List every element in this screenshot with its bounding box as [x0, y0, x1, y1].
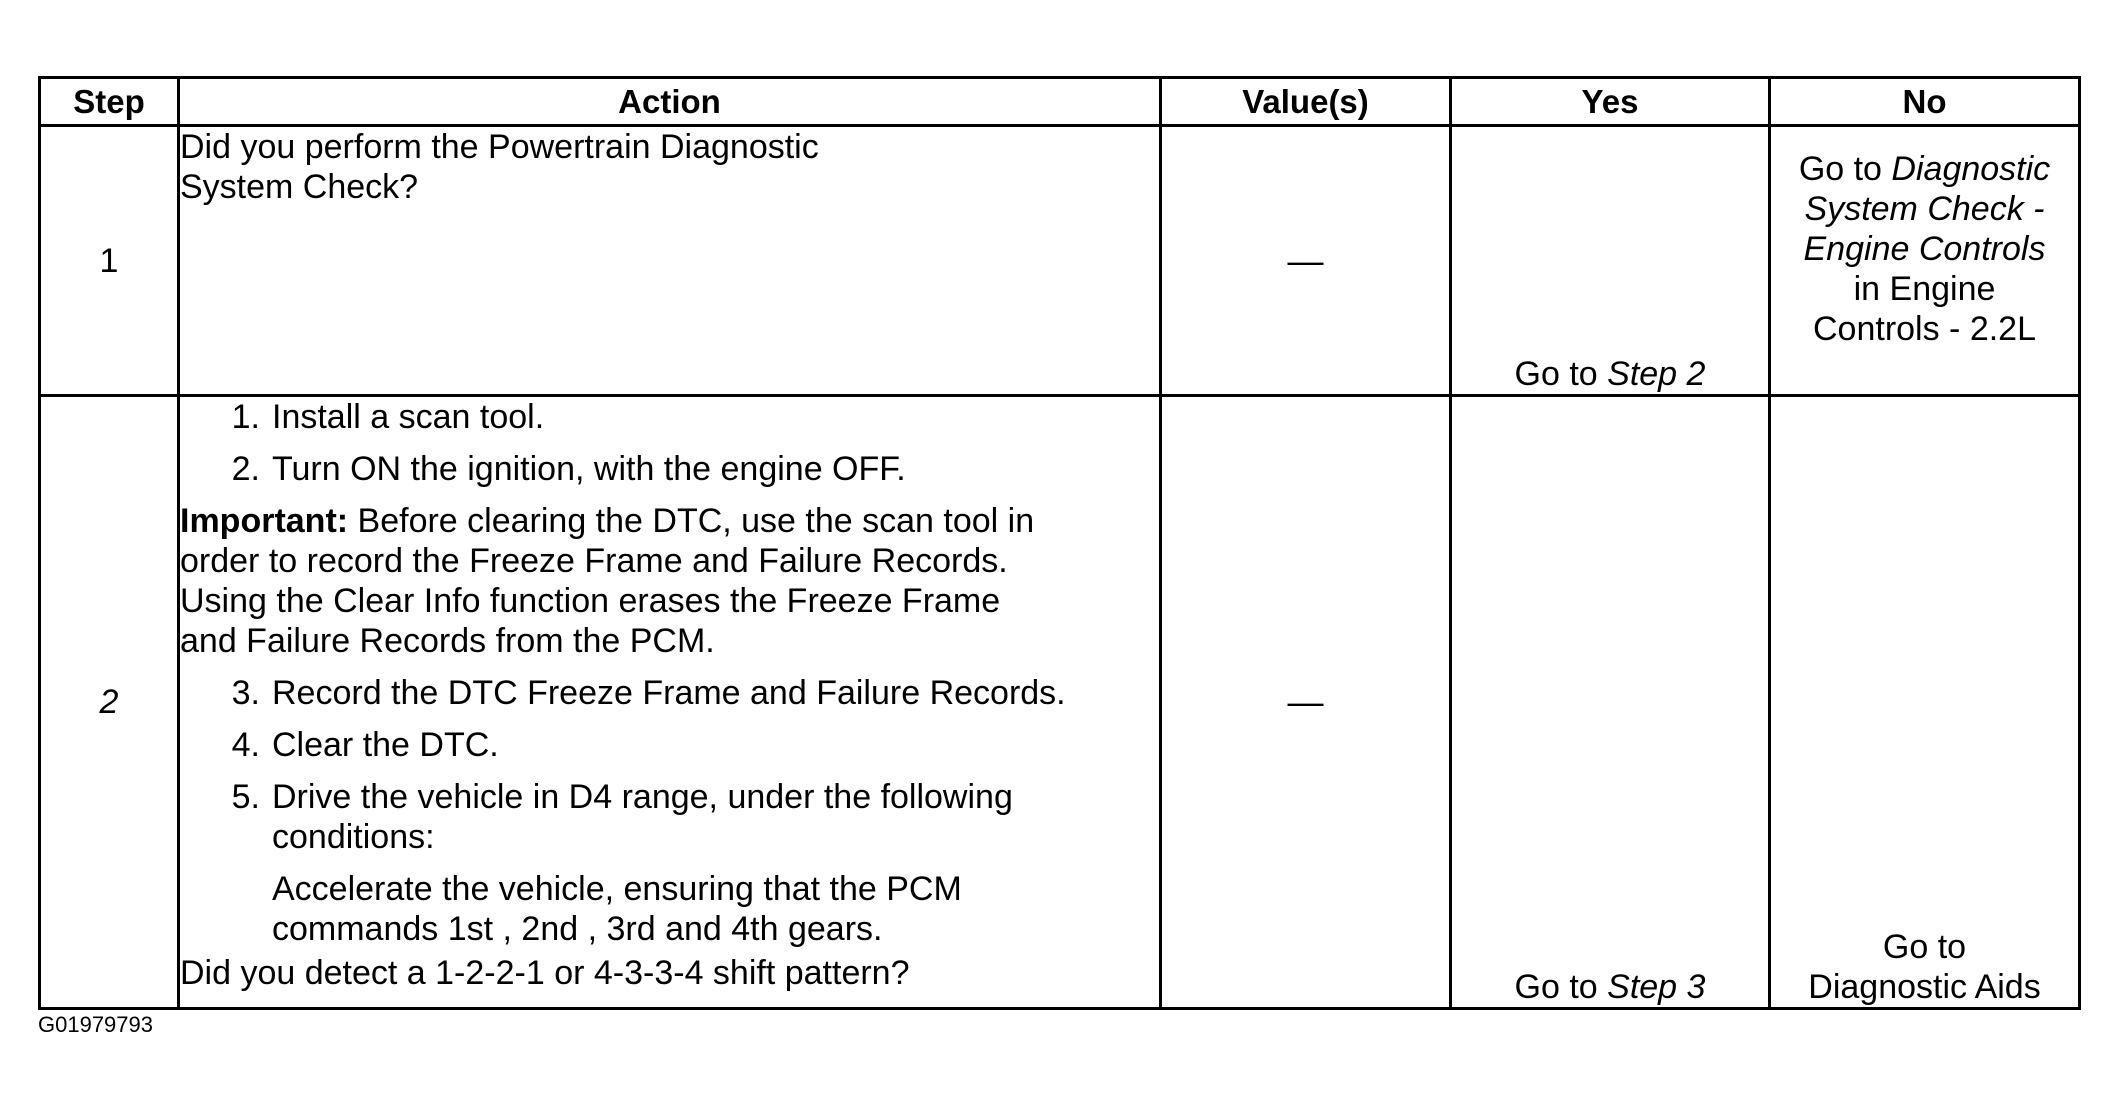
note-line: commands 1st , 2nd , 3rd and 4th gears.	[272, 910, 883, 948]
no-link-line[interactable]: System Check -	[1804, 190, 2045, 228]
step-number: 2	[40, 396, 179, 1009]
action-question: Did you detect a 1-2-2-1 or 4-3-3-4 shift pattern?	[180, 954, 910, 992]
step-item-line: conditions:	[272, 818, 435, 856]
header-step: Step	[40, 78, 179, 126]
note-line: Accelerate the vehicle, ensuring that the PCM	[272, 870, 962, 908]
step-item-text: Turn ON the ignition, with the engine OFF.	[272, 450, 906, 488]
important-text: and Failure Records from the PCM.	[180, 622, 715, 660]
yes-step-link[interactable]: Step 3	[1607, 968, 1706, 1006]
no-diagnostic-aids-link[interactable]: Diagnostic Aids	[1808, 968, 2041, 1006]
table-row	[40, 396, 2080, 1009]
header-row	[40, 78, 2080, 126]
action-step	[180, 397, 1159, 437]
yes-cell	[1451, 396, 1770, 1009]
header-no: No	[1770, 78, 2080, 126]
important-note	[180, 501, 1159, 661]
step-item-number: 2.	[231, 450, 260, 488]
table-row	[40, 126, 2080, 396]
header-yes: Yes	[1451, 78, 1770, 126]
action-step	[180, 725, 1159, 765]
no-cell	[1770, 126, 2080, 396]
action-cell	[179, 396, 1161, 1009]
header-action: Action	[179, 78, 1161, 126]
step-item-text: Clear the DTC.	[272, 726, 499, 764]
action-step	[180, 673, 1159, 713]
important-text: Using the Clear Info function erases the Freeze Frame	[180, 582, 1001, 620]
yes-step-link[interactable]: Step 2	[1607, 355, 1706, 393]
yes-prefix: Go to	[1514, 355, 1608, 393]
important-text: Before clearing the DTC, use the scan tool in	[348, 502, 1035, 540]
conditions-note	[180, 869, 1159, 949]
step-item-text	[272, 777, 1159, 857]
diagnostic-table	[38, 76, 2081, 1010]
no-suffix-line: in Engine	[1853, 270, 1996, 308]
no-line: Go to	[1882, 928, 1967, 966]
action-step	[180, 777, 1159, 857]
no-cell	[1770, 396, 2080, 1009]
value-cell: —	[1161, 126, 1451, 396]
step-item-number: 1.	[231, 398, 260, 436]
step-item-number: 3.	[231, 674, 260, 712]
no-link-line[interactable]: Engine Controls	[1803, 230, 2046, 268]
action-question	[180, 127, 1159, 207]
value-cell: —	[1161, 396, 1451, 1009]
important-text: order to record the Freeze Frame and Failure Records.	[180, 542, 1008, 580]
yes-cell	[1451, 126, 1770, 396]
step-item-number: 5.	[231, 778, 260, 816]
question-line: Did you perform the Powertrain Diagnostic	[180, 128, 819, 166]
step-item-number: 4.	[231, 726, 260, 764]
header-values: Value(s)	[1161, 78, 1451, 126]
no-suffix-line: Controls - 2.2L	[1813, 310, 2036, 348]
yes-prefix: Go to	[1514, 968, 1608, 1006]
no-link-line[interactable]: Diagnostic	[1891, 150, 2051, 188]
question-line: System Check?	[180, 168, 419, 206]
step-number: 1	[40, 126, 179, 396]
no-prefix: Go to	[1798, 150, 1892, 188]
step-item-text: Install a scan tool.	[272, 398, 545, 436]
step-item-line: Drive the vehicle in D4 range, under the following	[272, 778, 1013, 816]
action-cell	[179, 126, 1161, 396]
important-label: Important:	[180, 502, 349, 540]
figure-id-caption: G01979793	[38, 1012, 153, 1037]
step-item-text: Record the DTC Freeze Frame and Failure Records.	[272, 674, 1066, 712]
action-step	[180, 449, 1159, 489]
